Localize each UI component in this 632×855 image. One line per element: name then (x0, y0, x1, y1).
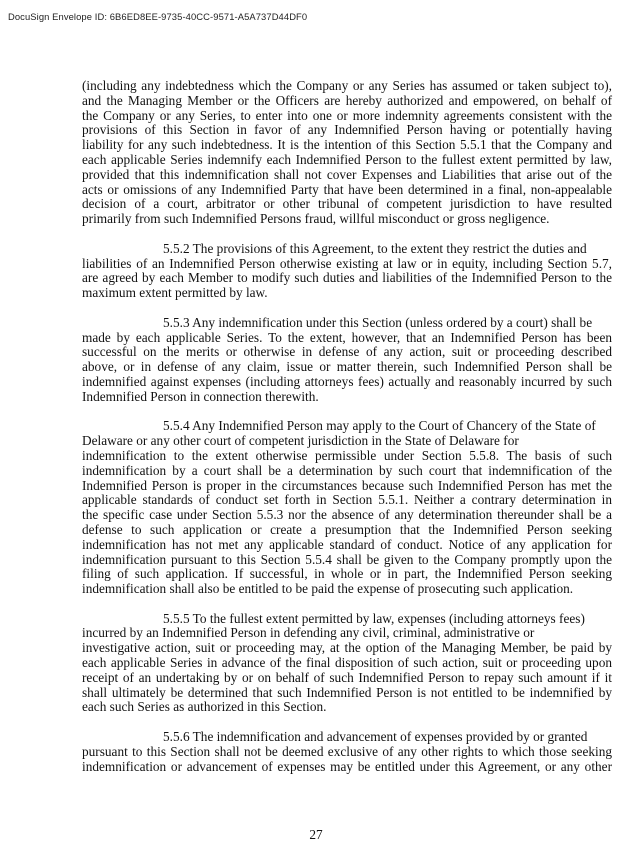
text-line: are agreed by each Member to modify such duties and liabilities of the Indemnified Person to the (82, 270, 612, 286)
text-line: indemnification has not met any applicable standard of conduct. Notice of any application for (82, 536, 612, 552)
text-line: investigative action, suit or proceeding may, at the option of the Managing Member, be paid by (82, 640, 612, 656)
text-line: each such Series as authorized in this Section. (82, 699, 327, 715)
text-line: Indemnified Person in connection therewith. (82, 388, 319, 404)
text-line: maximum extent permitted by law. (82, 285, 268, 301)
text-line: made by each applicable Series. To the extent, however, that an Indemnified Person has been (82, 329, 612, 345)
text-line: indemnified against expenses (including attorneys fees) actually and reasonably incurred by such (82, 373, 612, 389)
text-line: provided that this indemnification shall not cover Expenses and Liabilities that arise out of the (82, 166, 612, 182)
section-5-5-4 (82, 419, 612, 597)
text-line: defense to such application or create a presumption that the Indemnified Person seeking (82, 521, 612, 537)
text-line: indemnification shall also be entitled to be paid the expense of prosecuting such application. (82, 581, 574, 597)
text-line: (including any indebtedness which the Company or any Series has assumed or taken subject to), (82, 78, 612, 93)
text-line: applicable standards of conduct set forth in Section 5.5.1. Neither a contrary determination in (82, 492, 612, 508)
text-line: indemnification by a court shall be a determination by such court that indemnification of the (82, 462, 612, 478)
section-5-5-3 (82, 316, 612, 405)
section-5-5-5 (82, 612, 612, 716)
document-body (82, 79, 612, 774)
text-line: decision of a court, arbitrator or other tribunal of competent jurisdiction to have resulted (82, 196, 612, 212)
text-line: Delaware or any other court of competent jurisdiction in the State of Delaware for (82, 433, 519, 449)
text-line: pursuant to this Section shall not be deemed exclusive of any other rights to which those seeking (82, 743, 612, 759)
text-line: provisions of this Section in favor of any Indemnified Person having or potentially having (82, 122, 612, 138)
text-line: 5.5.5 To the fullest extent permitted by law, expenses (including attorneys fees) (163, 610, 585, 626)
text-line: receipt of an undertaking by or on behalf of such Indemnified Person to repay such amount if it (82, 669, 612, 685)
text-line: 5.5.6 The indemnification and advancement of expenses provided by or granted (163, 729, 588, 745)
section-5-5-6 (82, 730, 612, 774)
text-line: shall ultimately be determined that such Indemnified Person is not entitled to be indemnified by (82, 684, 612, 700)
envelope-id: DocuSign Envelope ID: 6B6ED8EE-9735-40CC-9571-A5A737D44DF0 (8, 11, 308, 22)
text-line: successful on the merits or otherwise in defense of any action, suit or proceeding described (82, 344, 612, 360)
text-line: the Company or any Series, to enter into one or more indemnity agreements consistent with the (82, 107, 612, 123)
page-number: 27 (309, 827, 323, 842)
text-line: primarily from such Indemnified Persons fraud, willful misconduct or gross negligence. (82, 211, 550, 227)
text-line: each applicable Series indemnify each Indemnified Person to the fullest extent permitted by law, (82, 151, 612, 167)
text-line: and the Managing Member or the Officers are hereby authorized and empowered, on behalf of (82, 92, 612, 108)
text-line: 5.5.4 Any Indemnified Person may apply to the Court of Chancery of the State of (163, 418, 596, 434)
text-line: 5.5.2 The provisions of this Agreement, to the extent they restrict the duties and (163, 240, 587, 256)
text-line: the specific case under Section 5.5.3 nor the absence of any determination thereunder shall be a (82, 507, 612, 523)
text-line: Indemnified Person is proper in the circumstances because such Indemnified Person has met the (82, 477, 612, 493)
text-line: filing of such application. If successful, in whole or in part, the Indemnified Person seeking (82, 566, 612, 582)
text-line: indemnification or advancement of expenses may be entitled under this Agreement, or any other (82, 758, 612, 774)
text-line: acts or omissions of any Indemnified Party that have been determined in a final, non-appealable (82, 181, 612, 197)
text-line: liabilities of an Indemnified Person otherwise existing at law or in equity, including Section 5.7, (82, 255, 612, 271)
text-line: above, or in defense of any claim, issue or matter therein, such Indemnified Person shall be (82, 359, 612, 375)
text-line: indemnification pursuant to this Section 5.5.4 shall be given to the Company promptly upon the (82, 551, 612, 567)
text-line: incurred by an Indemnified Person in defending any civil, criminal, administrative or (82, 625, 535, 641)
paragraph-continuation (82, 79, 612, 227)
text-line: liability for any such indebtedness. It is the intention of this Section 5.5.1 that the Company and (82, 137, 612, 153)
text-line: indemnification to the extent otherwise permissible under Section 5.5.8. The basis of such (82, 447, 612, 463)
text-line: each applicable Series in advance of the final disposition of such action, suit or proceeding upon (82, 655, 612, 671)
text-line: 5.5.3 Any indemnification under this Section (unless ordered by a court) shall be (163, 314, 593, 330)
section-5-5-2 (82, 242, 612, 301)
